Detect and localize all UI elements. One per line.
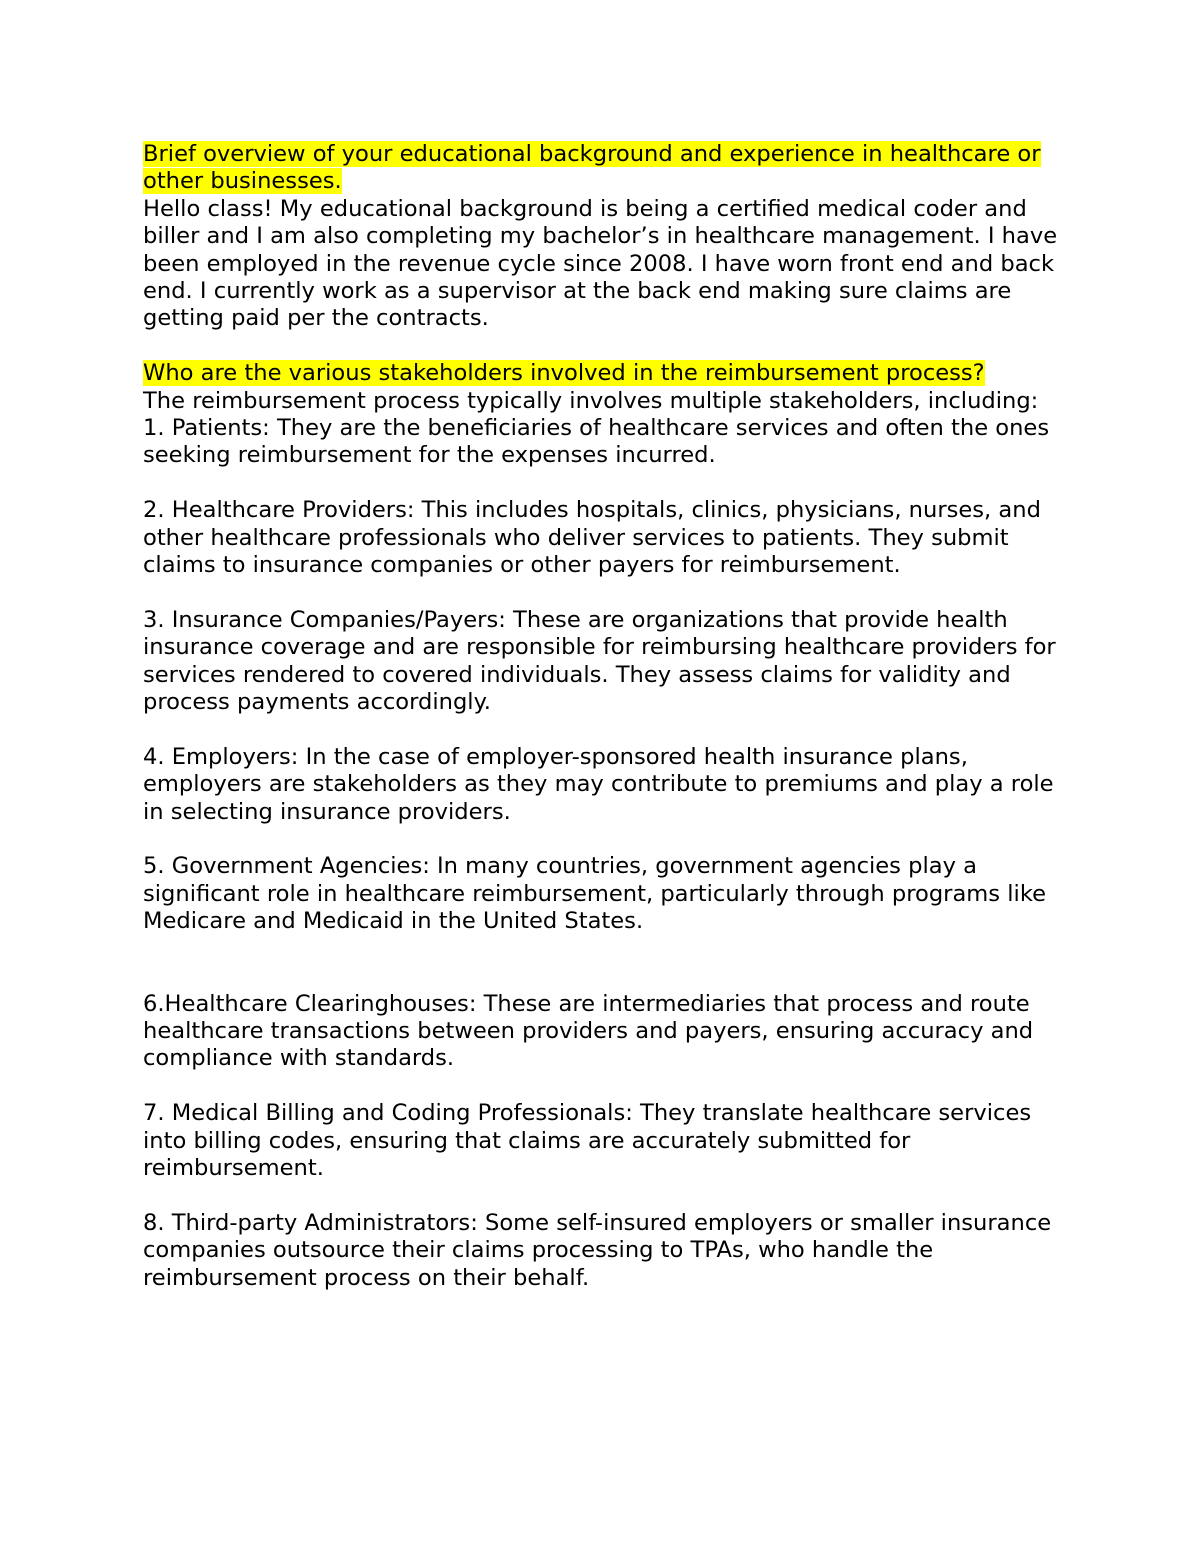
section1-heading xyxy=(143,141,1073,196)
paragraph-spacer xyxy=(143,333,1073,360)
section2-heading xyxy=(143,360,1073,387)
paragraph-spacer xyxy=(143,579,1073,606)
paragraph-spacer xyxy=(143,936,1073,991)
stakeholder-item-6: 6.Healthcare Clearinghouses: These are intermediaries that process and route healthcare transactions between providers and payers, ensuring accuracy and compliance with standards. xyxy=(143,990,1034,1072)
stakeholder-item-8: 8. Third-party Administrators: Some self-insured employers or smaller insurance companies outsource their claims processing to TPAs, who handle the reimbursement process on their behalf. xyxy=(143,1209,1052,1291)
section1-heading-highlight: Brief overview of your educational background and experience in healthcare or other businesses. xyxy=(143,141,1041,195)
paragraph-spacer xyxy=(143,826,1073,853)
stakeholder-item-2: 2. Healthcare Providers: This includes hospitals, clinics, physicians, nurses, and other healthcare professionals who deliver services to patients. They submit claims to insurance companies or other payers for reimbursement. xyxy=(143,497,1041,579)
paragraph-spacer xyxy=(143,470,1073,497)
stakeholder-item-3: 3. Insurance Companies/Payers: These are organizations that provide health insurance coverage and are responsible for reimbursing healthcare providers for services rendered to covered individuals. They assess claims for validity and process payments accordingly. xyxy=(143,606,1056,716)
paragraph-spacer xyxy=(143,1073,1073,1100)
paragraph-spacer xyxy=(143,1182,1073,1209)
section1-body: Hello class! My educational background is being a certified medical coder and biller and I am also completing my bachelor’s in healthcare management. I have been employed in the revenue cycle since 2008. I have worn front end and back end. I currently work as a supervisor at the back end making sure claims are getting paid per the contracts. xyxy=(143,195,1058,332)
stakeholder-item-1: 1. Patients: They are the beneficiaries of healthcare services and often the ones seeking reimbursement for the expenses incurred. xyxy=(143,415,1050,469)
document-page xyxy=(143,141,1073,1292)
section2-intro: The reimbursement process typically involves multiple stakeholders, including: xyxy=(143,387,1039,414)
stakeholder-item-7: 7. Medical Billing and Coding Professionals: They translate healthcare services into billing codes, ensuring that claims are accurately submitted for reimbursement. xyxy=(143,1100,1032,1181)
stakeholder-item-4: 4. Employers: In the case of employer-sponsored health insurance plans, employers are stakeholders as they may contribute to premiums and play a role in selecting insurance providers. xyxy=(143,743,1054,825)
section2-heading-highlight: Who are the various stakeholders involved in the reimbursement process? xyxy=(143,360,985,387)
paragraph-spacer xyxy=(143,716,1073,743)
stakeholder-item-5: 5. Government Agencies: In many countries, government agencies play a significant role in healthcare reimbursement, particularly through programs like Medicare and Medicaid in the United States. xyxy=(143,853,1046,935)
